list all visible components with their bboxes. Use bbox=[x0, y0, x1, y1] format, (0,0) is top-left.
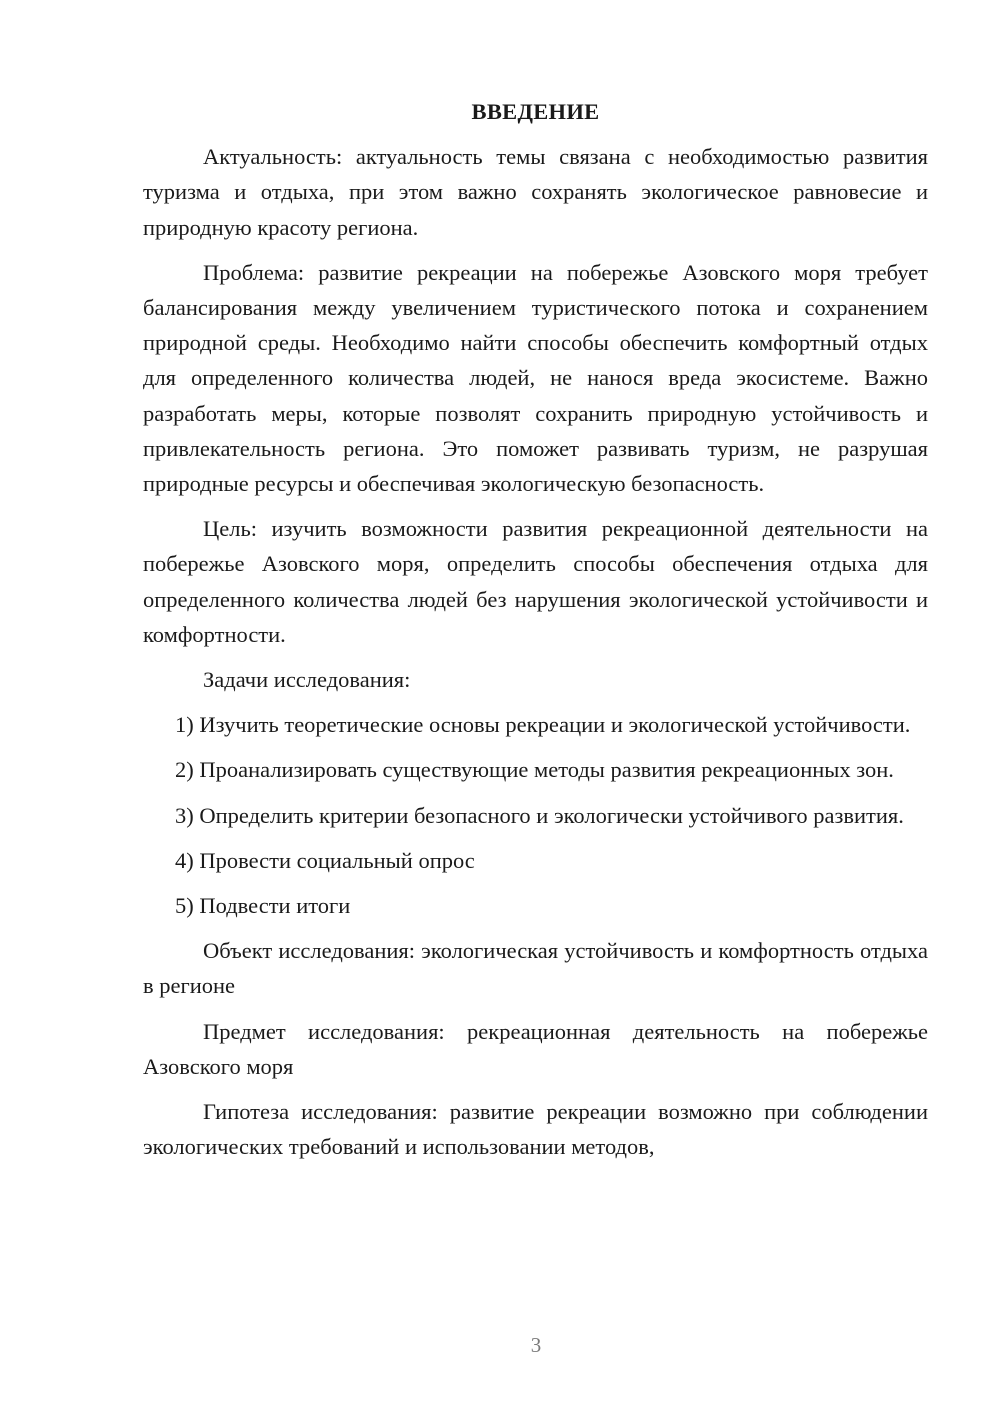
task-item-3: 3) Определить критерии безопасного и экологически устойчивого развития. bbox=[175, 802, 904, 828]
task-item-5: 5) Подвести итоги bbox=[175, 893, 351, 919]
paragraph-hypothesis: Гипотеза исследования: развитие рекреации возможно при соблюдении экологических требований и использовании методов, bbox=[143, 1099, 928, 1160]
tasks-heading: Задачи исследования: bbox=[203, 667, 411, 693]
task-item-1: 1) Изучить теоретические основы рекреации и экологической устойчивости. bbox=[175, 712, 911, 738]
paragraph-problem: Проблема: развитие рекреации на побережье Азовского моря требует балансирования между увеличением туристического потока и сохранением природной среды. Необходимо найти способы обеспечить комфортный отдых для определенного количества людей, не нанося вреда экосистеме. Важно разработать меры, которые позволят сохранить природную устойчивость и привлекательность региона. Это поможет развивать туризм, не разрушая природные ресурсы и обеспечивая экологическую безопасность. bbox=[143, 259, 928, 497]
paragraph-goal: Цель: изучить возможности развития рекреационной деятельности на побережье Азовского моря, определить способы обеспечения отдыха для определенного количества людей без нарушения экологической устойчивости и комфортности. bbox=[143, 516, 928, 647]
paragraph-object: Объект исследования: экологическая устойчивость и комфортность отдыха в регионе bbox=[143, 938, 928, 999]
task-item-4: 4) Провести социальный опрос bbox=[175, 847, 475, 873]
paragraph-subject: Предмет исследования: рекреационная деятельность на побережье Азовского моря bbox=[143, 1018, 928, 1079]
paragraph-relevance: Актуальность: актуальность темы связана с необходимостью развития туризма и отдыха, при этом важно сохранять экологическое равновесие и природную красоту региона. bbox=[143, 144, 928, 240]
page-number: 3 bbox=[530, 1333, 542, 1357]
section-heading: ВВЕДЕНИЕ bbox=[471, 99, 600, 124]
task-item-2: 2) Проанализировать существующие методы развития рекреационных зон. bbox=[175, 757, 894, 783]
page-content bbox=[143, 94, 928, 1174]
